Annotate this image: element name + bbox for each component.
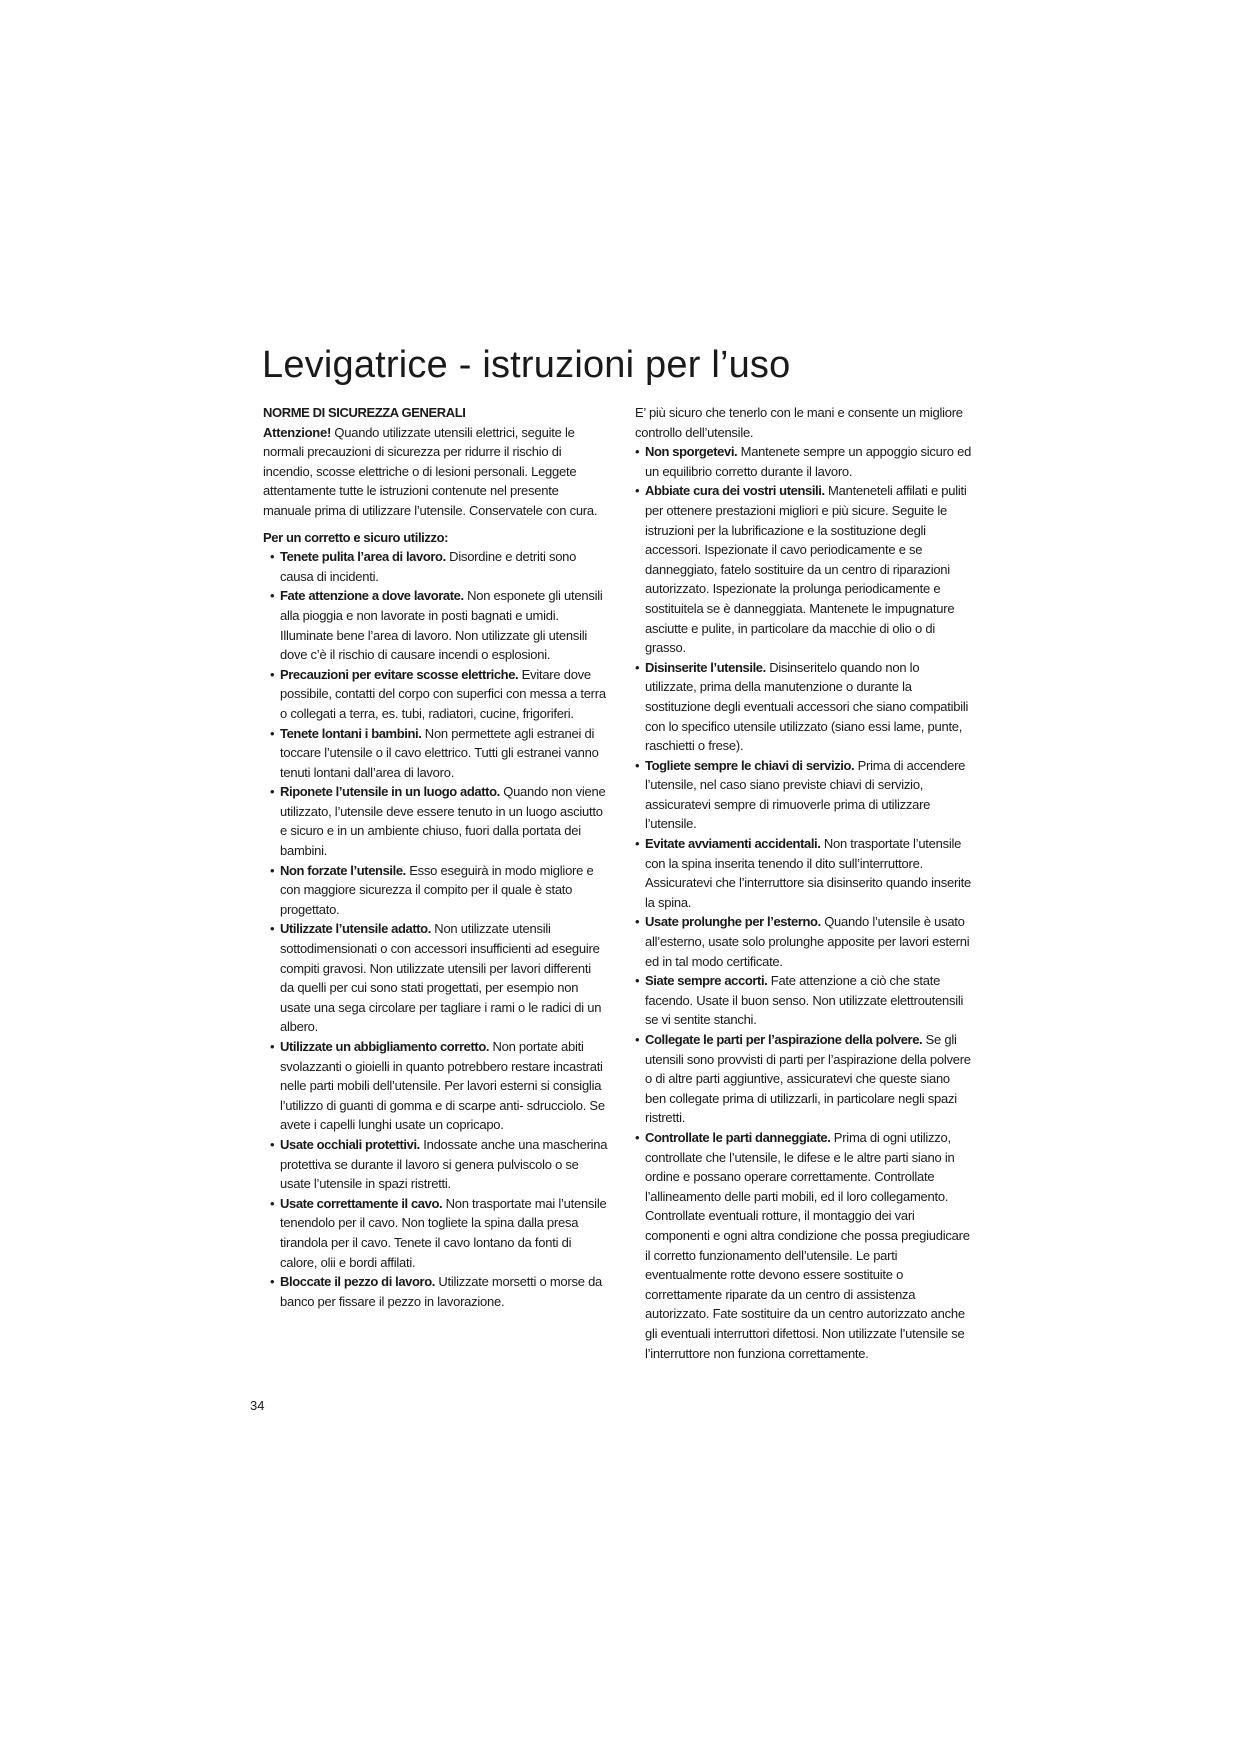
bullet-bold: Abbiate cura dei vostri utensili. [645,483,825,499]
page-title: Levigatrice - istruzioni per l’uso [262,344,791,386]
bullet-item [628,658,973,756]
bullet-dot-icon: • [270,1195,275,1211]
bullet-item [263,665,608,724]
bullet-bold: Usate correttamente il cavo. [280,1195,443,1211]
bullet-item [628,481,973,657]
bullet-item [628,971,973,1030]
bullet-bold: Non sporgetevi. [645,444,738,460]
bullet-item [263,861,608,920]
bullet-item [628,1030,973,1128]
bullet-item [263,1135,608,1194]
bullet-bold: Precauzioni per evitare scosse elettriche. [280,666,519,682]
bullet-dot-icon: • [635,483,640,499]
bullet-item [628,1128,973,1363]
bullet-text: Non trasportate mai l’utensile tenendolo per il cavo. Non togliete la spina dalla presa tirandola per il cavo. Tenete il cavo lontano da fonti di calore, olii e bordi affilati. [280,1195,607,1270]
bullet-dot-icon: • [270,588,275,604]
right-bullet-list [628,442,973,1363]
bullet-text: Se gli utensili sono provvisti di parti per l’aspirazione della polvere o di altre parti aggiuntive, assicuratevi che queste siano ben collegate prima di utilizzarli, in particolare negli spazi ristretti. [645,1032,971,1126]
bullet-bold: Siate sempre accorti. [645,973,768,989]
bullet-bold: Collegate le parti per l’aspirazione della polvere. [645,1032,923,1047]
right-column [628,403,973,1363]
bullet-dot-icon: • [635,836,640,852]
bullet-dot-icon: • [635,1129,640,1145]
bullet-dot-icon: • [635,444,640,460]
bullet-dot-icon: • [270,862,275,878]
bullet-text: Prima di accendere l’utensile, nel caso siano previste chiavi di servizio, assicuratevi sempre di rimuoverle prima di utilizzare l’utensile. [645,757,966,832]
bullet-text: Non permettete agli estranei di toccare l’utensile o il cavo elettrico. Tutti gli estranei vanno tenuti lontani dall’area di lavoro. [280,725,599,780]
continuation-text: E’ più sicuro che tenerlo con le mani e consente un migliore controllo dell’utensile. [635,405,963,440]
bullet-item [263,547,608,586]
bullet-text: Evitare dove possibile, contatti del corpo con superfici con messa a terra o collegati a terra, es. tubi, radiatori, cucine, frigoriferi. [280,666,606,721]
bullet-bold: Utilizzate un abbigliamento corretto. [280,1039,490,1054]
bullet-text: Mantenete sempre un appoggio sicuro ed un equilibrio corretto durante il lavoro. [645,444,972,479]
bullet-item [628,442,973,481]
bullet-text: Fate attenzione a ciò che state facendo. Usate il buon senso. Non utilizzate elettroutensili se vi sentite stanchi. [645,973,964,1028]
bullet-dot-icon: • [270,666,275,682]
bullet-text: Non portate abiti svolazzanti o gioielli in quanto potrebbero restare incastrati nelle parti mobili dell’utensile. Per lavori esterni si consiglia l’utilizzo di guanti di gomma e di scarpe anti- sdrucciolo. Se avete i capelli lunghi usate un copricapo. [280,1039,605,1133]
bullet-text: Disinseritelo quando non lo utilizzate, prima della manutenzione o durante la sostituzione degli eventuali accessori che siano compatibili con lo specifico utensile utilizzato (siano essi lame, punte, raschietti o frese). [645,659,969,754]
bullet-text: Esso eseguirà in modo migliore e con maggiore sicurezza il compito per il quale è stato progettato. [280,862,594,917]
bullet-bold: Disinserite l’utensile. [645,659,766,675]
bullet-text: Quando l’utensile è usato all’esterno, usate solo prolunghe apposite per lavori esterni ed in tal modo certificate. [645,914,970,969]
bullet-dot-icon: • [270,921,275,937]
bullet-item [263,724,608,783]
bullet-text: Quando non viene utilizzato, l’utensile deve essere tenuto in un luogo asciutto e sicuro e in un ambiente chiuso, fuori dalla portata dei bambini. [280,784,606,859]
bullet-dot-icon: • [270,725,275,741]
bullet-dot-icon: • [635,973,640,989]
bullet-dot-icon: • [270,549,275,565]
bullet-text: Indossate anche una mascherina protettiva se durante il lavoro si genera pulviscolo o se usate l’utensile in spazi ristretti. [280,1136,608,1192]
bullet-dot-icon: • [270,1039,275,1054]
bullet-dot-icon: • [270,1136,275,1152]
bullet-text: Disordine e detriti sono causa di incidenti. [280,549,577,584]
subheading: Per un corretto e sicuro utilizzo: [263,529,449,545]
bullet-bold: Utilizzate l’utensile adatto. [280,921,431,937]
bullet-dot-icon: • [635,914,640,930]
intro-paragraph [263,423,608,521]
bullet-bold: Usate occhiali protettivi. [280,1136,420,1152]
bullet-bold: Fate attenzione a dove lavorate. [280,588,464,604]
bullet-text: Utilizzate morsetti o morse da banco per fissare il pezzo in lavorazione. [280,1274,603,1309]
bullet-bold: Tenete lontani i bambini. [280,725,422,741]
bullet-dot-icon: • [635,659,640,675]
bullet-bold: Riponete l’utensile in un luogo adatto. [280,784,500,800]
bullet-item [263,1037,608,1135]
bullet-item [628,834,973,912]
bullet-text: Manteneteli affilati e puliti per ottenere prestazioni migliori e più sicure. Seguite le istruzioni per la lubrificazione e la sostituzione degli accessori. Ispezionate il cavo periodicamente e se danneggiato, fatelo sostituire da un centro di riparazioni autorizzato. Ispezionate la prolunga periodicamente e sostituitela se è danneggiata. Mantenete le impugnature asciutte e pulite, in particolare da macchie di olio o di grasso. [645,483,967,656]
bullet-item [628,756,973,834]
bullet-bold: Usate prolunghe per l’esterno. [645,914,821,930]
bullet-bold: Non forzate l’utensile. [280,862,406,878]
left-column [263,403,608,1311]
bullet-bold: Tenete pulita l’area di lavoro. [280,549,446,565]
bullet-text: Non trasportate l’utensile con la spina inserita tenendo il dito sull’interruttore. Assicuratevi che l’interruttore sia disinserito quando inserite la spina. [645,836,972,910]
section-heading: NORME DI SICUREZZA GENERALI [263,405,466,420]
bullet-dot-icon: • [270,784,275,800]
bullet-item [263,782,608,860]
bullet-bold: Evitate avviamenti accidentali. [645,836,821,852]
bullet-text: Non esponete gli utensili alla pioggia e non lavorate in posti bagnati e umidi. Illuminate bene l’area di lavoro. Non utilizzate gli utensili dove c’è il rischio di causare incendi o esplosioni. [280,588,603,663]
bullet-bold: Togliete sempre le chiavi di servizio. [645,757,855,773]
bullet-dot-icon: • [270,1274,275,1290]
bullet-bold: Controllate le parti danneggiate. [645,1129,831,1145]
bullet-item [628,912,973,971]
intro-bold: Attenzione! [263,424,332,440]
left-bullet-list [263,547,608,1311]
bullet-item [263,1272,608,1311]
bullet-item [263,919,608,1037]
bullet-item [263,1194,608,1272]
page-number: 34 [250,1398,265,1413]
bullet-dot-icon: • [635,1032,640,1047]
bullet-bold: Bloccate il pezzo di lavoro. [280,1274,435,1290]
bullet-text: Non utilizzate utensili sottodimensionati o con accessori insufficienti ad eseguire compiti gravosi. Non utilizzate utensili per lavori differenti da quelli per cui sono stati progettati, per esempio non usate una sega circolare per tagliare i rami o le radici di un albero. [280,921,602,1035]
bullet-dot-icon: • [635,757,640,773]
intro-text: Quando utilizzate utensili elettrici, seguite le normali precauzioni di sicurezza per ridurre il rischio di incendio, scosse elettriche o di lesioni personali. Leggete attentamente tutte le istruzioni contenute nel presente manuale prima di utilizzare l’utensile. Conservatele con cura. [263,424,598,518]
bullet-item [263,586,608,664]
bullet-text: Prima di ogni utilizzo, controllate che l’utensile, le difese e le altre parti siano in ordine e possano operare correttamente. Controllate l’allineamento delle parti mobili, ed il loro collegamento. Controllate eventuali rotture, il montaggio dei vari componenti e ogni altra condizione che possa pregiudicare il corretto funzionamento dell’utensile. Le parti eventualmente rotte devono essere sostituite o correttamente riparate da un centro di assistenza autorizzato. Fate sostituire da un centro autorizzato anche gli eventuali interruttori difettosi. Non utilizzate l’utensile se l’interruttore non funziona correttamente. [645,1129,970,1361]
